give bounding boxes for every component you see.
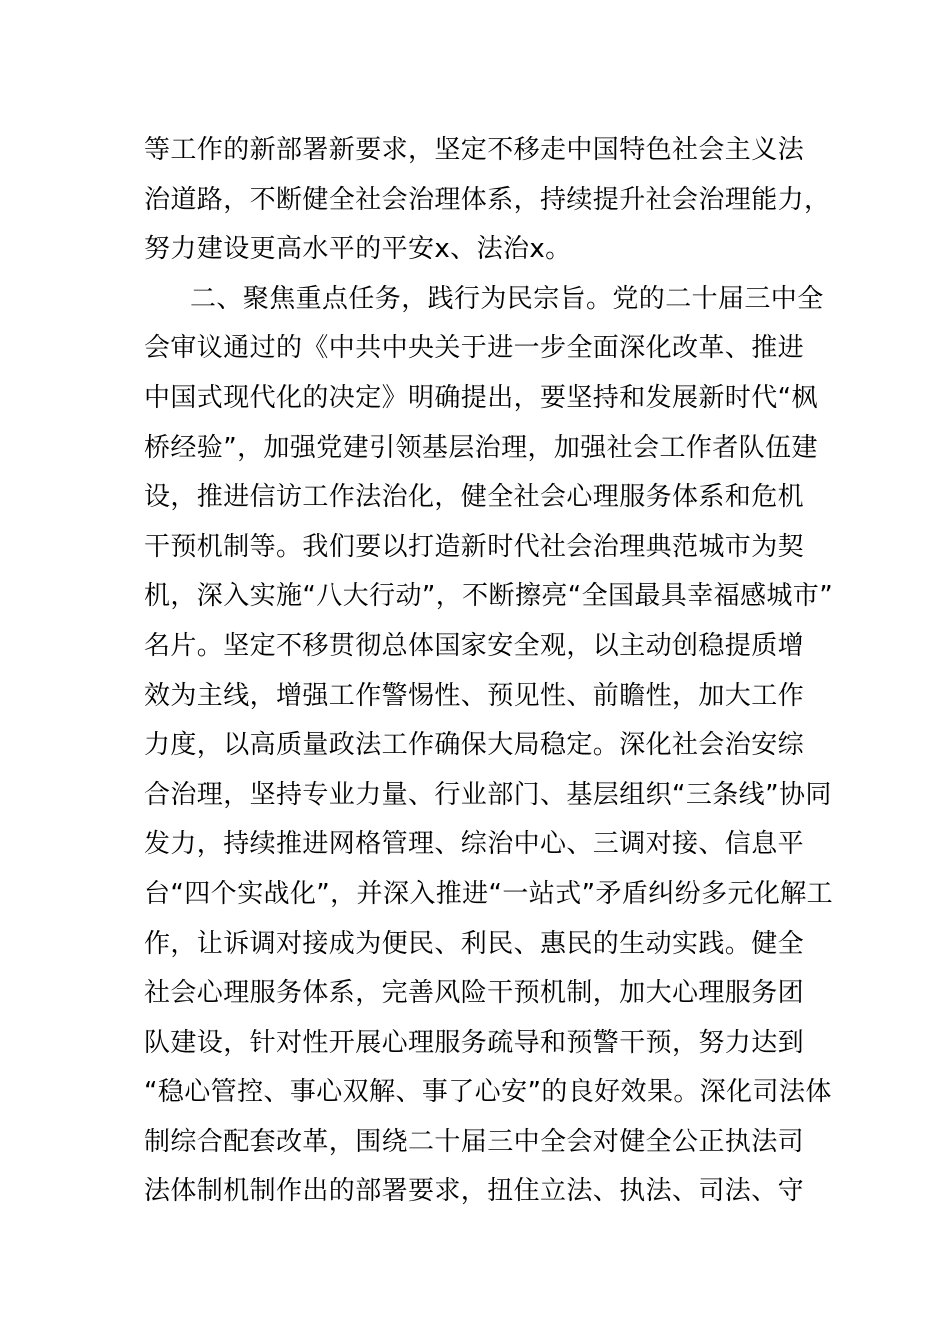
text-line: 设，推进信访工作法治化，健全社会心理服务体系和危机 [144, 482, 805, 513]
text-line: 机，深入实施“八大行动”，不断擦亮“全国最具幸福感城市” [144, 581, 834, 612]
text-line: 力度，以高质量政法工作确保大局稳定。深化社会治安综 [144, 730, 805, 761]
text-line: 作，让诉调对接成为便民、利民、惠民的生动实践。健全 [144, 928, 805, 959]
text-line: 名片。坚定不移贯彻总体国家安全观，以主动创稳提质增 [144, 630, 805, 661]
text-line: 中国式现代化的决定》明确提出，要坚持和发展新时代“枫 [144, 382, 818, 413]
text-line: 社会心理服务体系，完善风险干预机制，加大心理服务团 [144, 978, 805, 1009]
text-line: 效为主线，增强工作警惕性、预见性、前瞻性，加大工作 [144, 680, 805, 711]
text-line: 会审议通过的《中共中央关于进一步全面深化改革、推进 [144, 333, 805, 364]
text-line: 治道路，不断健全社会治理体系，持续提升社会治理能力， [144, 184, 831, 215]
text-line: 发力，持续推进网格管理、综治中心、三调对接、信息平 [144, 829, 805, 860]
section-heading-line: 二、聚焦重点任务，践行为民宗旨。党的二十届三中全 [190, 283, 824, 314]
text-line: 干预机制等。我们要以打造新时代社会治理典范城市为契 [144, 531, 805, 562]
text-line: 台“四个实战化”，并深入推进“一站式”矛盾纠纷多元化解工 [144, 878, 834, 909]
text-line: 等工作的新部署新要求，坚定不移走中国特色社会主义法 [144, 135, 805, 165]
text-line: 制综合配套改革，围绕二十届三中全会对健全公正执法司 [144, 1126, 805, 1157]
text-line: 努力建设更高水平的平安x、法治x。 [144, 234, 572, 265]
text-line: 队建设，针对性开展心理服务疏导和预警干预，努力达到 [144, 1027, 805, 1058]
text-line: 桥经验”，加强党建引领基层治理，加强社会工作者队伍建 [144, 432, 818, 463]
text-line: 法体制机制作出的部署要求，扭住立法、执法、司法、守 [144, 1176, 805, 1207]
body-text [144, 126, 834, 1217]
text-line: “稳心管控、事心双解、事了心安”的良好效果。深化司法体 [144, 1077, 832, 1108]
text-line: 合治理，坚持专业力量、行业部门、基层组织“三条线”协同 [144, 779, 832, 810]
